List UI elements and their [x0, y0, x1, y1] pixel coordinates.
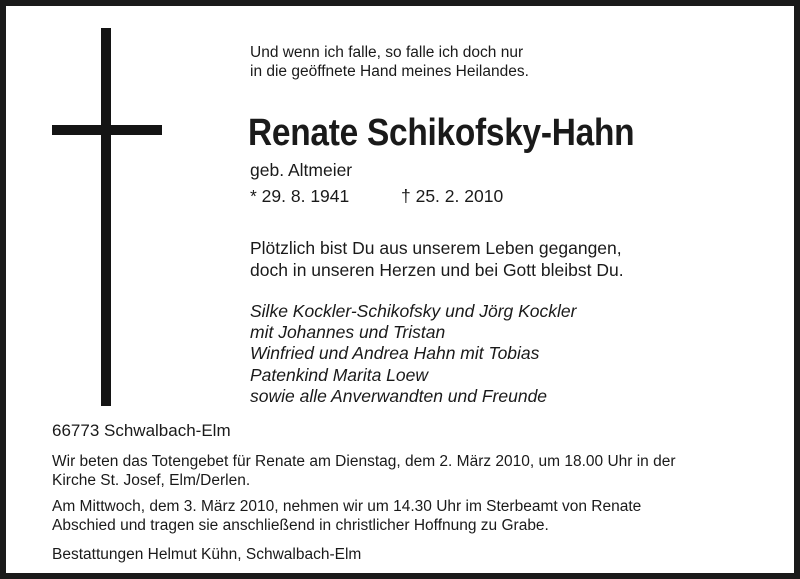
mourner-line: mit Johannes und Tristan	[250, 322, 446, 343]
deceased-name: Renate Schikofsky-Hahn	[248, 112, 635, 154]
mourner-line: Winfried und Andrea Hahn mit Tobias	[250, 343, 540, 364]
poem-line: doch in unseren Herzen und bei Gott bleibst Du.	[250, 260, 624, 280]
death-date: † 25. 2. 2010	[401, 186, 504, 206]
mourner-line: sowie alle Anverwandten und Freunde	[250, 385, 548, 406]
mourner-line: Silke Kockler-Schikofsky und Jörg Kockler	[250, 301, 577, 321]
prayer-notice-line: Wir beten das Totengebet für Renate am Dienstag, dem 2. März 2010, um 18.00 Uhr in der	[52, 453, 676, 470]
cross-vertical-beam	[101, 28, 111, 406]
prayer-notice	[52, 452, 676, 490]
verse-line: Und wenn ich falle, so falle ich doch nur	[250, 44, 524, 61]
farewell-notice-line: Am Mittwoch, dem 3. März 2010, nehmen wir um 14.30 Uhr im Sterbeamt von Renate	[52, 498, 642, 515]
poem-line: Plötzlich bist Du aus unserem Leben gegangen,	[250, 238, 622, 258]
farewell-notice-line: Abschied und tragen sie anschließend in christlicher Hoffnung zu Grabe.	[52, 517, 549, 534]
birth-date: * 29. 8. 1941	[250, 186, 350, 206]
place-of-residence: 66773 Schwalbach-Elm	[52, 421, 231, 440]
bible-verse	[250, 43, 529, 81]
farewell-notice	[52, 497, 641, 535]
prayer-notice-line: Kirche St. Josef, Elm/Derlen.	[52, 472, 251, 489]
mourner-line: Patenkind Marita Loew	[250, 364, 429, 385]
birth-name: geb. Altmeier	[250, 160, 353, 180]
undertaker: Bestattungen Helmut Kühn, Schwalbach-Elm	[52, 546, 362, 563]
mourners-list	[250, 301, 576, 407]
memorial-poem	[250, 237, 624, 281]
cross-horizontal-beam	[52, 125, 162, 135]
life-dates	[250, 185, 504, 207]
verse-line: in die geöffnete Hand meines Heilandes.	[250, 63, 529, 80]
